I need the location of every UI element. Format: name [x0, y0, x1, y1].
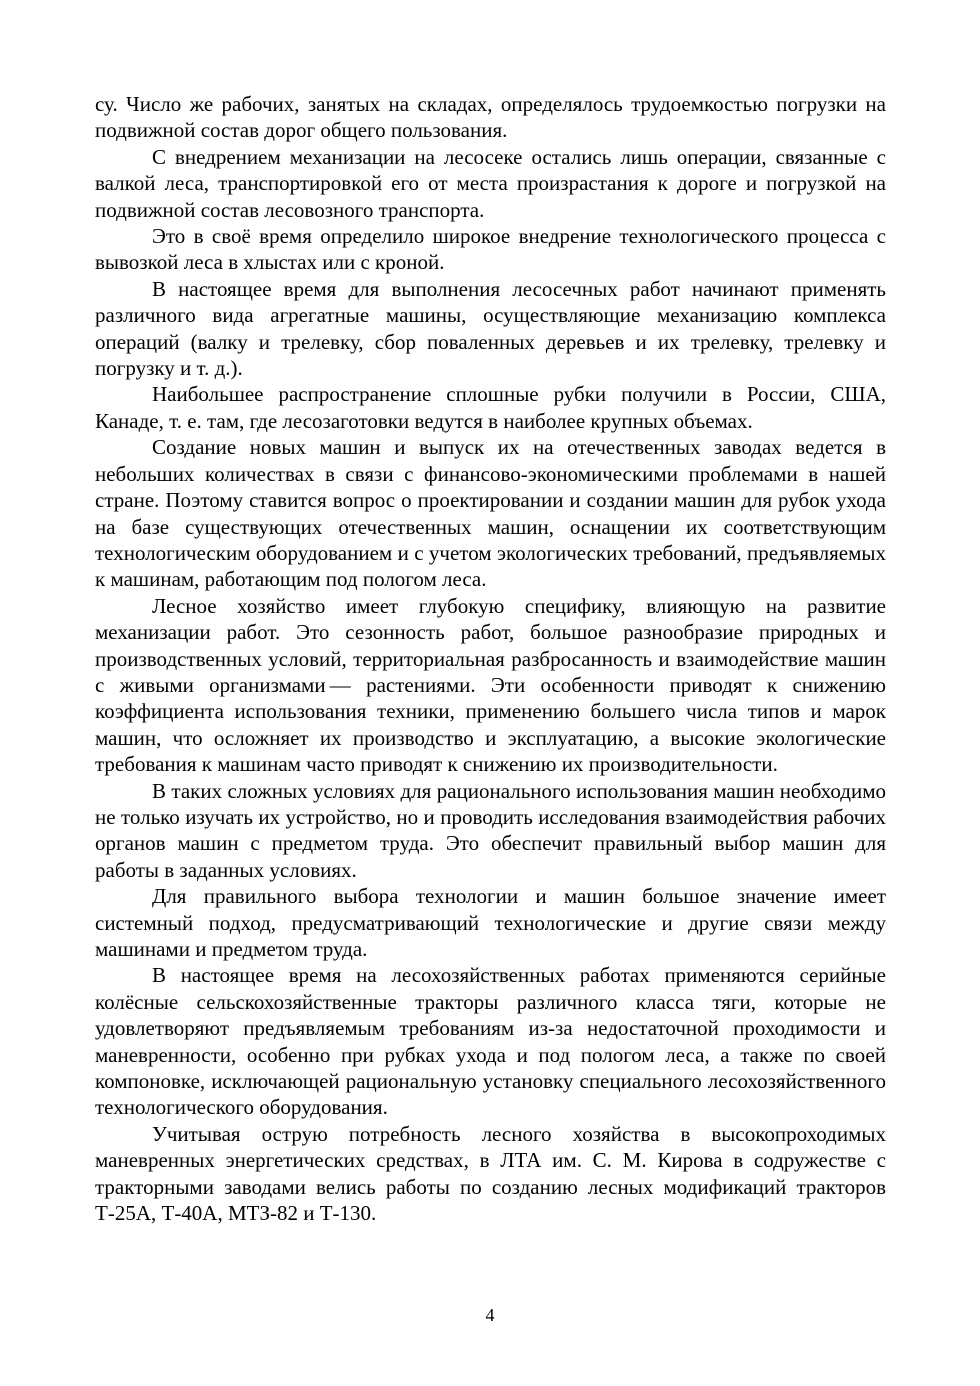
paragraph: В таких сложных условиях для рационального использования машин необходимо не только изучать их устройство, но и проводить исследования взаимодействия рабочих органов машин с предметом труда. Это обеспечит правильный выбор машин для работы в заданных условиях.: [95, 778, 886, 882]
paragraph: Создание новых машин и выпуск их на отечественных заводах ведется в небольших количествах в связи с финансово-экономическими проблемами в нашей стране. Поэтому ставится вопрос о проектировании и создании машин для рубок ухода на базе существующих отечественных машин, оснащении их соответствующим технологическим оборудованием и с учетом экологических требований, предъявляемых к машинам, работающим под пологом леса.: [95, 435, 886, 592]
paragraph: Для правильного выбора технологии и машин большое значение имеет системный подход, предусматривающий технологические и другие связи между машинами и предметом труда.: [95, 884, 886, 961]
body-text: [95, 91, 886, 1226]
paragraph: С внедрением механизации на лесосеке остались лишь операции, связанные с валкой леса, транспортировкой его от места произрастания к дороге и погрузкой на подвижной состав лесовозного транспорта.: [95, 144, 886, 222]
page-number: 4: [485, 1305, 495, 1325]
paragraph: В настоящее время на лесохозяйственных работах применяются серийные колёсные сельскохозяйственные тракторы различного класса тяги, которые не удовлетворяют предъявляемым требованиям из-за недостаточной проходимости и маневренности, особенно при рубках ухода и под пологом леса, а также по своей компоновке, исключающей рациональную установку специального лесохозяйственного технологического оборудования.: [95, 963, 886, 1120]
paragraph: су. Число же рабочих, занятых на складах, определялось трудоемкостью погрузки на подвижной состав дорог общего пользования.: [95, 92, 886, 143]
paragraph: Лесное хозяйство имеет глубокую специфику, влияющую на развитие механизации работ. Это сезонность работ, большое разнообразие природных и производственных условий, территориальная разбросанность и взаимодействие машин с живыми организмами — растениями. Эти особенности приводят к снижению коэффициента использования техники, применению большего числа типов и марок машин, что осложняет их производство и эксплуатацию, а высокие экологические требования к машинам часто приводят к снижению их производительности.: [95, 593, 886, 777]
paragraph: Наибольшее распространение сплошные рубки получили в России, США, Канаде, т. е. там, где лесозаготовки ведутся в наиболее крупных объемах.: [95, 382, 886, 433]
paragraph: В настоящее время для выполнения лесосечных работ начинают применять различного вида агрегатные машины, осуществляющие механизацию комплекса операций (валку и трелевку, сбор поваленных деревьев и их трелевку, трелевку и погрузку и т. д.).: [95, 276, 886, 381]
paragraph: Учитывая острую потребность лесного хозяйства в высокопроходимых маневренных энергетических средствах, в ЛТА им. С. М. Кирова в содружестве с тракторными заводами велись работы по созданию лесных модификаций тракторов Т-25А, Т-40А, МТЗ-82 и Т-130.: [95, 1121, 886, 1226]
paragraph: Это в своё время определило широкое внедрение технологического процесса с вывозкой леса в хлыстах или с кроной.: [95, 224, 886, 275]
